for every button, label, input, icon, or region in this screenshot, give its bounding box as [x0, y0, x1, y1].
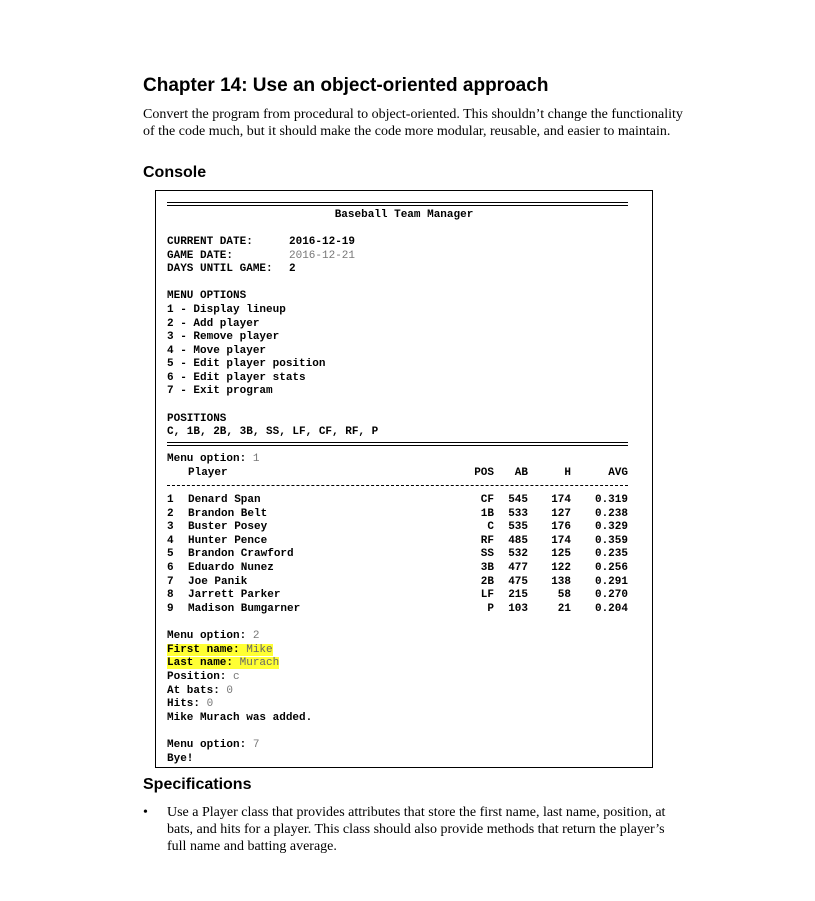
player-name: Denard Span: [188, 494, 261, 506]
player-pos: 2B: [480, 575, 494, 588]
current-date-line: [167, 236, 356, 250]
app-title: Baseball Team Manager: [334, 209, 474, 221]
player-avg: 0.359: [594, 534, 628, 547]
player-ab: 535: [508, 521, 528, 534]
lineup-table: [167, 494, 628, 618]
positions-list: C, 1B, 2B, 3B, SS, LF, CF, RF, P: [167, 426, 379, 438]
player-number: 1: [167, 494, 174, 506]
player-avg: 0.204: [594, 602, 628, 615]
col-h: H: [564, 467, 571, 479]
player-hits: 125: [551, 548, 571, 561]
player-number: 8: [167, 589, 174, 602]
current-date-value: 2016-12-19: [289, 236, 356, 248]
player-pos: P: [487, 602, 494, 615]
console-heading: Console: [143, 164, 207, 181]
positions-header: POSITIONS: [167, 413, 227, 425]
last-name-line: [167, 657, 279, 671]
last-name-value: Murach: [239, 657, 280, 669]
game-date-value: 2016-12-21: [289, 250, 356, 262]
menu-input: 2: [252, 630, 260, 642]
player-hits: 127: [551, 507, 571, 520]
player-number: 4: [167, 534, 174, 547]
table-row: [167, 548, 628, 562]
player-pos: 3B: [480, 562, 494, 574]
player-number: 7: [167, 575, 174, 588]
menu-item: 4 - Move player: [167, 345, 267, 357]
menu-input: 1: [252, 453, 260, 465]
at-bats-value: 0: [226, 685, 234, 697]
specifications-heading: Specifications: [143, 776, 252, 793]
player-avg: 0.270: [594, 589, 628, 602]
table-row: [167, 521, 628, 535]
player-number: 9: [167, 602, 174, 615]
player-ab: 475: [508, 575, 528, 588]
table-row: [167, 603, 628, 617]
menu-item: 2 - Add player: [167, 318, 260, 330]
first-name-label: First name:: [167, 644, 240, 656]
menu-option-line: [167, 630, 259, 644]
player-pos: RF: [480, 534, 494, 547]
player-number: 5: [167, 548, 174, 561]
game-date-line: [167, 250, 356, 264]
player-name: Hunter Pence: [188, 534, 268, 547]
table-row: [167, 562, 628, 576]
player-name: Brandon Belt: [188, 507, 268, 520]
menu-item: 5 - Edit player position: [167, 358, 326, 370]
col-pos: POS: [474, 467, 494, 479]
position-value: c: [233, 671, 240, 683]
player-avg: 0.235: [594, 548, 628, 561]
player-ab: 103: [508, 602, 528, 615]
player-pos: LF: [480, 589, 494, 602]
player-ab: 477: [508, 562, 528, 574]
hits-label: Hits:: [167, 698, 201, 710]
game-date-label: GAME DATE:: [167, 250, 234, 262]
player-pos: C: [487, 521, 494, 534]
table-row: [167, 535, 628, 549]
hits-line: [167, 698, 213, 712]
days-until-label: DAYS UNTIL GAME:: [167, 263, 273, 275]
player-number: 6: [167, 562, 174, 574]
player-hits: 138: [551, 575, 571, 588]
position-line: [167, 671, 240, 685]
menu-prompt: Menu option:: [167, 739, 247, 751]
player-hits: 174: [551, 494, 571, 506]
at-bats-line: [167, 685, 233, 699]
player-name: Brandon Crawford: [188, 548, 294, 561]
player-ab: 485: [508, 534, 528, 547]
player-avg: 0.238: [594, 507, 628, 520]
player-pos: SS: [480, 548, 494, 561]
player-hits: 174: [551, 534, 571, 547]
col-avg: AVG: [608, 467, 628, 479]
days-until-value: 2: [289, 263, 296, 275]
menu-header: MENU OPTIONS: [167, 290, 247, 302]
table-row: [167, 508, 628, 522]
intro-paragraph: Convert the program from procedural to object-oriented. This shouldn’t change the functionality of the code much, but it should make the code more modular, reusable, and easier to maintain.: [143, 107, 683, 139]
position-label: Position:: [167, 671, 227, 683]
table-row: [167, 494, 628, 508]
player-name: Madison Bumgarner: [188, 602, 301, 615]
player-ab: 533: [508, 507, 528, 520]
player-hits: 176: [551, 521, 571, 534]
dashed-separator: [167, 485, 628, 486]
player-avg: 0.319: [594, 494, 628, 506]
table-header: [167, 467, 628, 481]
player-hits: 58: [557, 589, 571, 602]
col-player: Player: [188, 467, 228, 479]
current-date-label: CURRENT DATE:: [167, 236, 253, 248]
player-name: Buster Posey: [188, 521, 268, 534]
chapter-title: Chapter 14: Use an object-oriented approach: [143, 75, 549, 96]
table-row: [167, 589, 628, 603]
player-name: Jarrett Parker: [188, 589, 281, 602]
player-ab: 545: [508, 494, 528, 506]
menu-item: 3 - Remove player: [167, 331, 280, 343]
first-name-line: [167, 644, 273, 658]
menu-item: 1 - Display lineup: [167, 304, 286, 316]
spec-text: Use a Player class that provides attributes that store the first name, last name, position, at bats, and hits for a player. This class should also provide methods that return the player’s full name and batting average.: [167, 805, 666, 854]
player-pos: CF: [480, 494, 494, 506]
player-pos: 1B: [480, 507, 494, 520]
separator: [167, 442, 628, 446]
menu-prompt: Menu option:: [167, 630, 247, 642]
bullet-icon: •: [143, 805, 148, 820]
player-ab: 215: [508, 589, 528, 602]
bye-message: Bye!: [167, 753, 194, 765]
first-name-value: Mike: [246, 644, 273, 656]
menu-input: 7: [252, 739, 260, 751]
menu-item: 6 - Edit player stats: [167, 372, 306, 384]
player-hits: 21: [557, 602, 571, 615]
menu-option-line: [167, 453, 259, 467]
hits-value: 0: [206, 698, 214, 710]
separator: [167, 202, 628, 206]
added-message: Mike Murach was added.: [167, 712, 313, 724]
player-hits: 122: [551, 562, 571, 574]
menu-item: 7 - Exit program: [167, 385, 273, 397]
player-number: 3: [167, 521, 174, 534]
player-number: 2: [167, 507, 174, 520]
player-name: Joe Panik: [188, 575, 248, 588]
days-until-line: [167, 263, 296, 277]
player-avg: 0.329: [594, 521, 628, 534]
player-name: Eduardo Nunez: [188, 562, 274, 574]
table-row: [167, 576, 628, 590]
at-bats-label: At bats:: [167, 685, 220, 697]
player-avg: 0.256: [594, 562, 628, 574]
player-ab: 532: [508, 548, 528, 561]
col-ab: AB: [514, 467, 528, 479]
player-avg: 0.291: [594, 575, 628, 588]
menu-option-line: [167, 739, 259, 753]
last-name-label: Last name:: [167, 657, 234, 669]
menu-prompt: Menu option:: [167, 453, 247, 465]
console-box: [155, 190, 653, 768]
